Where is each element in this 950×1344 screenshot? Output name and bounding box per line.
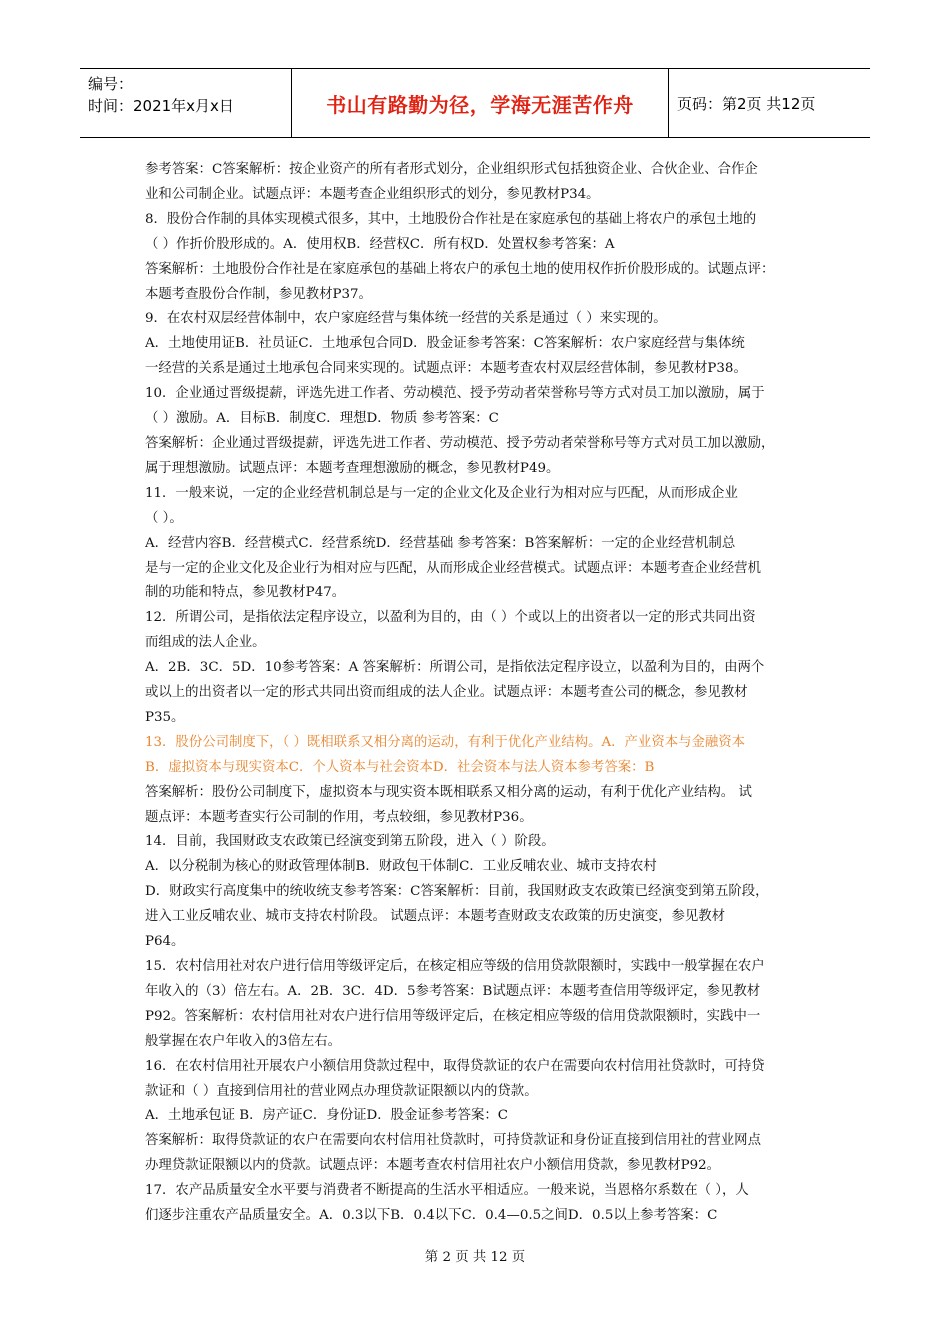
highlighted-text-line: 13．股份公司制度下，（ ）既相联系又相分离的运动，有利于优化产业结构。A．产业资本与金融资本 [145,734,746,750]
text-line: A．土地承包证 B．房产证C．身份证D．股金证参考答案：C [145,1108,508,1124]
text-line: 15．农村信用社对农户进行信用等级评定后，在核定相应等级的信用贷款限额时，实践中一般掌握在农户 [145,959,765,974]
text-line: 年收入的（3）倍左右。A．2B．3C．4D．5参考答案：B试题点评：本题考查信用等级评定，参见教材 [145,983,761,999]
text-line: P35。 [145,709,185,725]
text-line: 业和公司制企业。试题点评：本题考查企业组织形式的划分，参见教材P34。 [145,186,600,202]
text-line: 答案解析：企业通过晋级提薪，评选先进工作者、劳动模范、授予劳动者荣誉称号等方式对员工加以激励， [145,435,775,451]
text-line: A．土地使用证B．社员证C．土地承包合同D．股金证参考答案：C答案解析：农户家庭经营与集体统 [145,336,745,352]
text-line: 一经营的关系是通过土地承包合同来实现的。试题点评：本题考查农村双层经营体制，参见教材P38。 [145,361,747,377]
text-line: 们逐步注重农产品质量安全。A．0.3以下B．0.4以下C．0.4—0.5之间D．0.5以上参考答案：C [145,1208,718,1224]
text-line: 属于理想激励。试题点评：本题考查理想激励的概念，参见教材P49。 [145,460,560,476]
text-line: 办理贷款证限额以内的贷款。试题点评：本题考查农村信用社农户小额信用贷款，参见教材P92。 [145,1158,721,1174]
highlighted-text-line: B．虚拟资本与现实资本C．个人资本与社会资本D．社会资本与法人资本参考答案：B [145,759,655,775]
text-line: P64。 [145,934,185,950]
text-line: 答案解析：股份公司制度下，虚拟资本与现实资本既相联系又相分离的运动，有利于优化产业结构。 试 [145,784,752,800]
text-line: A．以分税制为核心的财政管理体制B．财政包干体制C．工业反哺农业、城市支持农村 [145,859,657,875]
text-line: 般掌握在农户年收入的3倍左右。 [145,1033,341,1049]
text-line: 9．在农村双层经营体制中，农户家庭经营与集体统一经营的关系是通过（ ）来实现的。 [145,311,667,327]
text-line: 进入工业反哺农业、城市支持农村阶段。 试题点评：本题考查财政支农政策的历史演变，参见教材 [145,909,726,925]
text-line: （ ）作折价股形成的。A．使用权B．经营权C．所有权D．处置权参考答案：A [145,236,615,252]
text-line: （ ）。 [145,510,183,526]
header-meta [80,69,292,137]
text-line: 参考答案：C答案解析：按企业资产的所有者形式划分，企业组织形式包括独资企业、合伙企业、合作企 [145,162,758,177]
text-line: 制的功能和特点，参见教材P47。 [145,585,346,601]
header-page-info: 页码：第2页 共12页 [677,94,816,113]
page-header [80,68,870,138]
document-number-label: 编号： [88,75,134,93]
header-motto: 书山有路勤为径，学海无涯苦作舟 [292,69,669,137]
text-line: 而组成的法人企业。 [145,635,266,651]
document-date-label: 时间：2021年x月x日 [88,97,234,115]
text-line: 答案解析：土地股份合作社是在家庭承包的基础上将农户的承包土地的使用权作折价股形成的。试题点评： [145,261,775,277]
text-line: D．财政实行高度集中的统收统支参考答案：C答案解析：目前，我国财政支农政策已经演变到第五阶段， [145,884,769,900]
text-line: 或以上的出资者以一定的形式共同出资而组成的法人企业。试题点评：本题考查公司的概念，参见教材 [145,685,748,701]
text-line: 答案解析：取得贷款证的农户在需要向农村信用社贷款时，可持贷款证和身份证直接到信用社的营业网点 [145,1133,761,1149]
document-body [145,158,807,1229]
text-line: （ ）激励。A．目标B．制度C．理想D．物质 参考答案：C [145,411,499,427]
text-line: 12．所谓公司，是指依法定程序设立，以盈利为目的，由（ ）个或以上的出资者以一定的形式共同出资 [145,610,756,626]
text-line: 10．企业通过晋级提薪，评选先进工作者、劳动模范、授予劳动者荣誉称号等方式对员工加以激励，属于 [145,386,765,402]
text-line: 14．目前，我国财政支农政策已经演变到第五阶段，进入（ ）阶段。 [145,834,555,850]
text-line: 11．一般来说，一定的企业经营机制总是与一定的企业文化及企业行为相对应与匹配，从而形成企业 [145,485,738,501]
text-line: A．2B．3C．5D．10参考答案：A 答案解析：所谓公司，是指依法定程序设立，以盈利为目的，由两个 [145,660,765,676]
page-footer: 第 2 页 共 12 页 [424,1250,526,1265]
text-line: P92。答案解析：农村信用社对农户进行信用等级评定后，在核定相应等级的信用贷款限额时，实践中一 [145,1008,761,1024]
text-line: 本题考查股份合作制，参见教材P37。 [145,286,372,302]
text-line: 16．在农村信用社开展农户小额信用贷款过程中，取得贷款证的农户在需要向农村信用社贷款时，可持贷 [145,1058,765,1074]
text-line: 8．股份合作制的具体实现模式很多，其中，土地股份合作社是在家庭承包的基础上将农户的承包土地的 [145,211,757,227]
text-line: 题点评：本题考查实行公司制的作用，考点较细，参见教材P36。 [145,809,533,825]
text-line: 款证和（ ）直接到信用社的营业网点办理贷款证限额以内的贷款。 [145,1083,538,1099]
text-line: 是与一定的企业文化及企业行为相对应与匹配，从而形成企业经营模式。试题点评：本题考查企业经营机 [145,560,761,576]
text-line: A．经营内容B．经营模式C．经营系统D．经营基础 参考答案：B答案解析：一定的企业经营机制总 [145,535,736,551]
text-line: 17．农产品质量安全水平要与消费者不断提高的生活水平相适应。一般来说，当恩格尔系数在（ ），人 [145,1183,749,1199]
